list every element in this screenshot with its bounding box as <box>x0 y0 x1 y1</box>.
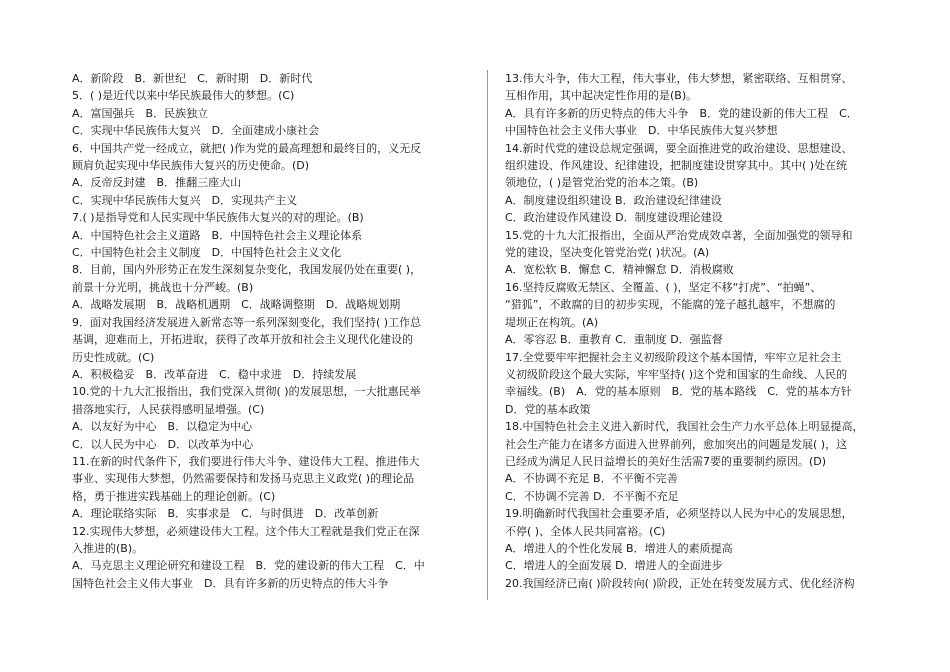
text-line: 18.中国特色社会主义进入新时代，我国社会生产力水平总体上明显提高， <box>505 420 864 434</box>
text-line: 6．中国共产党一经成立，就把( )作为党的最高理想和最终目的，义无反 <box>72 141 422 155</box>
text-line: 幸福线。(B) A．党的基本原则 B．党的基本路线 C．党的基本方针 <box>505 385 852 399</box>
text-line: 组织建设、作风建设、纪律建设，把制度建设贯穿其中。其中( )处在统 <box>505 159 848 173</box>
text-line: C．实现中华民族伟大复兴 D．全面建成小康社会 <box>72 124 320 138</box>
text-line: 义初级阶段这个最大实际，牢牢坚持( )这个党和国家的生命线、人民的 <box>505 367 848 381</box>
text-line: 格，勇于推进实践基础上的理论创新。(C) <box>72 489 276 503</box>
text-line: C．以人民为中心 D．以改革为中心 <box>72 437 254 451</box>
text-line: D．党的基本政策 <box>505 402 591 416</box>
text-line: A．富国强兵 B．民族独立 <box>72 106 209 120</box>
text-line: 已经成为满足人民日益增长的美好生活需7要的重要制约原因。(D) <box>505 454 827 468</box>
text-line: A．零容忍 B．重教育 C．重制度 D．强监督 <box>505 333 723 347</box>
text-line: 顾肩负起实现中华民族伟大复兴的历史使命。(D) <box>72 159 310 173</box>
text-line: “猎狐”，不敢腐的目的初步实现，不能腐的笼子越扎越牢，不想腐的 <box>505 298 836 312</box>
text-line: A．马克思主义理论研究和建设工程 B．党的建设新的伟大工程 C．中 <box>72 559 425 573</box>
text-line: 入推进的(B)。 <box>72 541 144 555</box>
text-line: C．政治建设作风建设 D．制度建设理论建设 <box>505 211 723 225</box>
text-line: 历史性成就。(C) <box>72 350 155 364</box>
text-line: 16.坚持反腐败无禁区、全覆盖、( )，坚定不移“打虎”、“拍蝇”、 <box>505 280 822 294</box>
text-line: A．反帝反封建 B．推翻三座大山 <box>72 176 242 190</box>
text-line: 7.( )是指导党和人民实现中华民族伟大复兴的对的理论。(B) <box>72 211 364 225</box>
text-line: C．实现中华民族伟大复兴 D．实现共产主义 <box>72 193 298 207</box>
text-line: A．具有许多新的历史特点的伟大斗争 B．党的建设新的伟大工程 C． <box>505 106 858 120</box>
text-line: C．中国特色社会主义制度 D．中国特色社会主义文化 <box>72 246 342 260</box>
text-line: A．宽松软 B．懈怠 C．精神懈怠 D．消极腐败 <box>505 263 734 277</box>
text-line: 5．( )是近代以来中华民族最伟大的梦想。(C) <box>72 89 295 103</box>
text-line: 19.明确新时代我国社会重要矛盾，必须坚持以人民为中心的发展思想， <box>505 507 853 521</box>
text-line: 国特色社会主义伟大事业 D．具有许多新的历史特点的伟大斗争 <box>72 576 389 590</box>
text-line: 互相作用，其中起决定性作用的是(B)。 <box>505 89 698 103</box>
text-line: 党的建设，坚决变化管党治党( )状况。(A) <box>505 246 710 260</box>
text-line: A．新阶段 B．新世纪 C．新时期 D．新时代 <box>72 72 313 85</box>
text-line: 措落地实行，人民获得感明显增强。(C) <box>72 402 265 416</box>
text-line: 12.实现伟大梦想，必须建设伟大工程。这个伟大工程就是我们党正在深 <box>72 524 420 538</box>
text-line: 9．面对我国经济发展进入新常态等一系列深刻变化，我们坚持( )工作总 <box>72 315 422 329</box>
text-line: 10.党的十九大汇报指出，我们党深入贯彻( )的发展思想，一大批惠民举 <box>72 385 421 399</box>
text-line: 11.在新的时代条件下，我们要进行伟大斗争、建设伟大工程、推进伟大 <box>72 454 420 468</box>
text-line: 不停( )、全体人民共同富裕。(C) <box>505 524 666 538</box>
text-line: A．积极稳妥 B．改革奋进 C．稳中求进 D．持续发展 <box>72 367 357 381</box>
text-line: A．以友好为中心 B．以稳定为中心 <box>72 420 253 434</box>
text-line: 领地位，( )是管党治党的治本之策。(B) <box>505 176 699 190</box>
text-line: C．不协调不完善 D．不平衡不充足 <box>505 489 679 503</box>
text-line: A．战略发展期 B．战略机遇期 C．战略调整期 D．战略规划期 <box>72 298 401 312</box>
text-line: 社会生产能力在诸多方面进入世界前列，愈加突出的问题是发展( )，这 <box>505 437 848 451</box>
left-column <box>72 70 470 592</box>
text-line: 15.党的十九大汇报指出，全面从严治党成效卓著，全面加强党的领导和 <box>505 228 853 242</box>
right-column <box>505 70 883 592</box>
text-line: A．中国特色社会主义道路 B．中国特色社会主义理论体系 <box>72 228 363 242</box>
text-line: 17.全党要牢牢把握社会主义初级阶段这个基本国情，牢牢立足社会主 <box>505 350 842 364</box>
text-line: A．增进人的个性化发展 B．增进人的素质提高 <box>505 541 733 555</box>
text-line: C．增进人的全面发展 D．增进人的全面进步 <box>505 559 723 573</box>
text-line: 基调，迎难而上，开拓进取，获得了改革开放和社会主义现代化建设的 <box>72 333 413 347</box>
text-line: 13.伟大斗争，伟大工程，伟大事业，伟大梦想，紧密联络、互相贯穿、 <box>505 72 853 85</box>
text-line: 事业、实现伟大梦想，仍然需要保持和发扬马克思主义政党( )的理论品 <box>72 472 415 486</box>
text-line: A．不协调不充足 B．不平衡不完善 <box>505 472 678 486</box>
text-line: 8．目前，国内外形势正在发生深刻复杂变化，我国发展仍处在重要( )， <box>72 263 422 277</box>
text-line: 前景十分光明，挑战也十分严峻。(B) <box>72 280 254 294</box>
text-line: 中国特色社会主义伟大事业 D．中华民族伟大复兴梦想 <box>505 124 778 138</box>
column-divider <box>487 70 488 600</box>
text-line: 14.新时代党的建设总规定强调，要全面推进党的政治建设、思想建设、 <box>505 141 853 155</box>
text-line: 堤坝正在构筑。(A) <box>505 315 599 329</box>
text-line: A．理论联络实际 B．实事求是 C．与时俱进 D．改革创新 <box>72 507 379 521</box>
text-line: A．制度建设组织建设 B．政治建设纪律建设 <box>505 193 722 207</box>
text-line: 20.我国经济已南( )阶段转向( )阶段，正处在转变发展方式、优化经济构 <box>505 576 855 590</box>
